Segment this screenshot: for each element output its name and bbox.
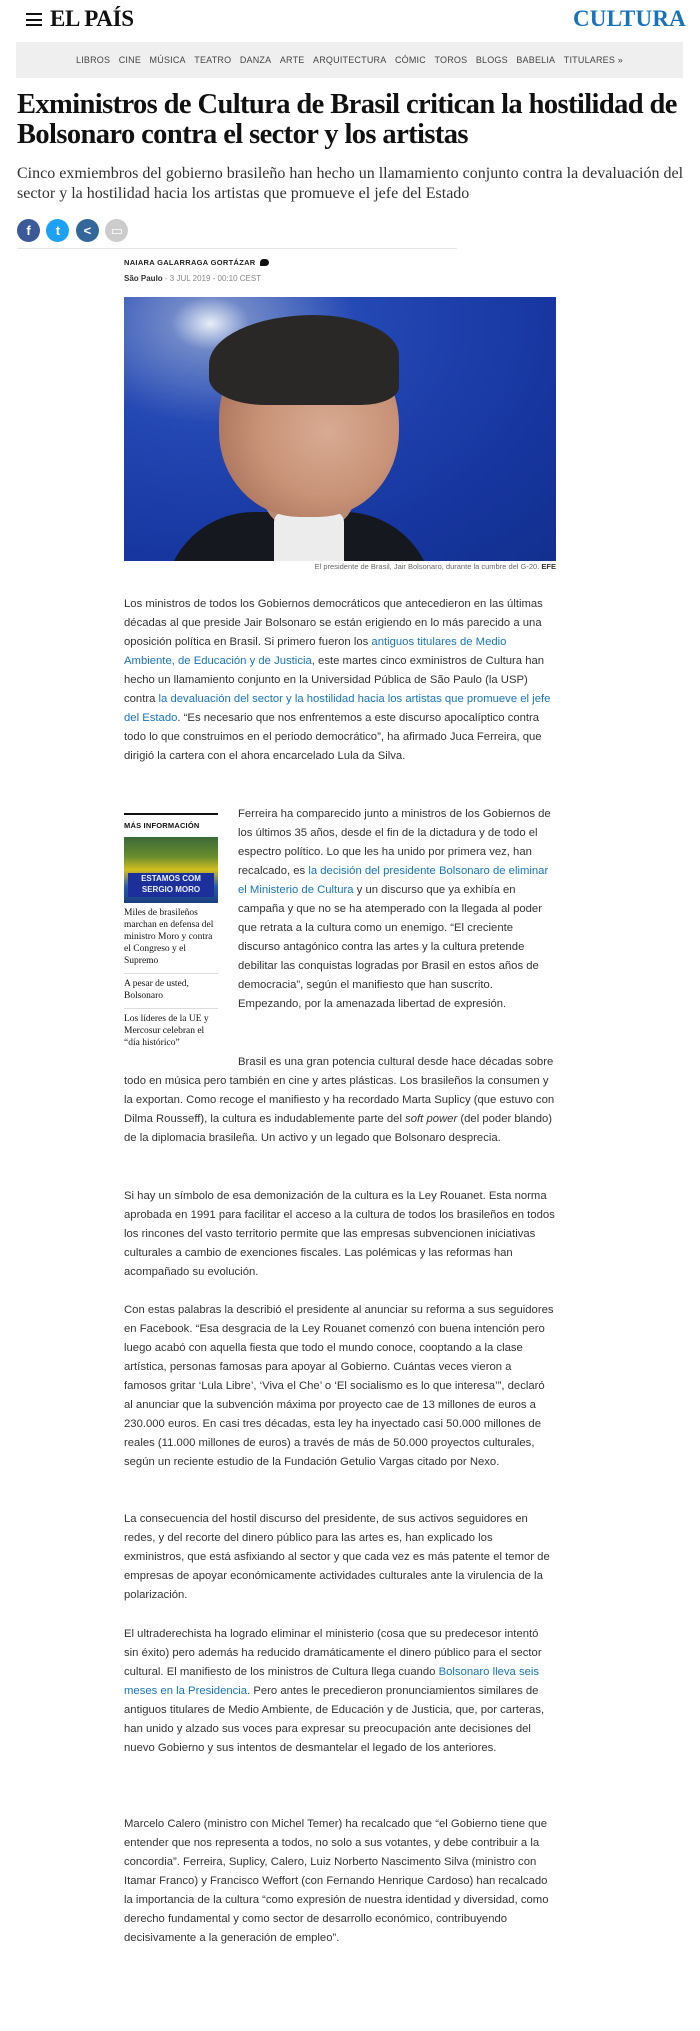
main-photo[interactable] [124, 297, 556, 561]
subnav-item-blogs[interactable]: BLOGS [475, 55, 508, 65]
related-title: MÁS INFORMACIÓN [124, 813, 218, 830]
dateline [124, 274, 261, 283]
article-subhead: Cinco exmiembros del gobierno brasileño han hecho un llamamiento conjunto contra la devaluación del sector y la hostilidad hacia los artistas que promueve el jefe del Estado [17, 165, 684, 202]
section-title[interactable]: CULTURA [572, 6, 686, 31]
photo-credit: EFE [541, 562, 556, 571]
link-seis-meses[interactable]: Bolsonaro lleva seis meses en la Presidencia [124, 1666, 540, 1697]
caption-text: El presidente de Brasil, Jair Bolsonaro, durante la cumbre del G-20. [314, 562, 540, 571]
subnav-item-libros[interactable]: LIBROS [75, 55, 111, 65]
author-byline [124, 258, 269, 267]
related-item[interactable]: A pesar de usted, Bolsonaro [124, 974, 218, 1009]
twitter-share-icon[interactable]: t [46, 219, 69, 242]
section-subnav [16, 42, 683, 78]
related-box [124, 813, 218, 1055]
facebook-share-icon[interactable]: f [17, 219, 40, 242]
publish-date: - 3 JUL 2019 - 00:10 CEST [162, 274, 262, 283]
paragraph-1: Los ministros de todos los Gobiernos democráticos que antecedieron en las últimas décadas al que preside Jair Bolsonaro se están erigiendo en lo más parecido a una oposición política en Brasil. Si primero fueron los antiguos titulares de Medio Ambiente, de Educación y de Justicia, este martes cinco exministros de Cultura han hecho un llamamiento conjunto en la Universidad Pública de São Paulo (la USP) contra la devaluación del sector y la hostilidad hacia los artistas que promueve el jefe del Estado. “Es necesario que nos enfrentemos a este discurso apocalíptico contra todo lo que construimos en el periodo democrático”, ha afirmado Juca Ferreira, que dirigió la cartera con el ahora encarcelado Lula da Silva. [124, 598, 551, 762]
subnav-item-teatro[interactable]: TEATRO [194, 55, 232, 65]
paragraph-5: Con estas palabras la describió el presidente al anunciar su reforma a sus seguidores en Facebook. “Esa desgracia de la Ley Rouanet comenzó con buena intención pero luego acabó con aquella fiesta que todo el mundo conoce, cooptando a la clase artística, personas famosas para apoyar al Gobierno. Cuántas veces vieron a famosos gritar ‘Lula Libre’, ‘Viva el Che’ o ‘El socialismo es lo que interesa’”, declaró al anunciar que la subvención máxima por proyecto cae de 13 millones de euros a 230.000 euros. En casi tres décadas, esta ley ha inyectado casi 50.000 millones de reales (11.000 millones de euros) a través de más de 50.000 proyectos culturales, según un reciente estudio de la Fundación Getulio Vargas citado por Nexo. [124, 1304, 554, 1468]
link-eliminar-ministerio[interactable]: la decisión del presidente Bolsonaro de eliminar el Ministerio de Cultura [238, 865, 549, 896]
paragraph-6: La consecuencia del hostil discurso del presidente, de sus activos seguidores en redes, y del recorte del dinero público para las artes es, han explicado los exministros, que está asfixiando al sector y que cada vez es más patente el temor de empresas de apoyar económicamente actividades culturales ante la virulencia de la polarización. [124, 1513, 550, 1601]
related-image-banner: ESTAMOS COM SERGIO MORO [128, 873, 214, 897]
related-item[interactable]: Miles de brasileños marchan en defensa del ministro Moro y contra el Congreso y el Supremo [124, 903, 218, 974]
twitter-icon[interactable] [260, 259, 269, 266]
location: São Paulo [124, 274, 163, 283]
link-antiguos-titulares[interactable]: antiguos titulares de Medio Ambiente, de Educación y de Justicia [124, 636, 507, 667]
related-image[interactable] [124, 837, 218, 903]
paragraph-2: Ferreira ha comparecido junto a ministros de los Gobiernos de los últimos 35 años, desde el fin de la dictadura y de todo el espectro político. Lo que les ha unido por primera vez, han recalcado, es la decisión del presidente Bolsonaro de eliminar el Ministerio de Cultura y un discurso que ya exhibía en campaña y que no se ha atemperado con la llegada al poder que retrata a la cultura como un enemigo. “El creciente discurso antagónico contra las artes y la cultura pretende debilitar las conquistas logradas por Brasil en estos años de democracia”, según el manifiesto que han suscrito. Empezando, por la amenazada libertad de expresión. [238, 808, 551, 1010]
subnav-item-musica[interactable]: MÚSICA [149, 55, 186, 65]
photo-caption [124, 562, 556, 571]
subnav-item-danza[interactable]: DANZA [239, 55, 272, 65]
paragraph-7: El ultraderechista ha logrado eliminar el ministerio (cosa que su predecesor intentó sin éxito) pero además ha reducido dramáticamente el dinero público para el sector cultural. El manifiesto de los ministros de Cultura llega cuando Bolsonaro lleva seis meses en la Presidencia. Pero antes le precedieron pronunciamientos similares de antiguos titulares de Medio Ambiente, de Educación y de Justicia, que, por carteras, han unido y alzado sus voces para expresar su preocupación ante decisiones del nuevo Gobierno y sus intentos de desmantelar el legado de los anteriores. [124, 1628, 545, 1754]
top-bar [0, 0, 700, 40]
paragraph-3: Brasil es una gran potencia cultural desde hace décadas sobre todo en música pero también en cine y artes plásticas. Los brasileños la consumen y la exportan. Como recoge el manifiesto y ha recordado Marta Suplicy (que estuvo con Dilma Rousseff), la cultura es indudablemente parte del soft power (del poder blando) de la diplomacia brasileña. Un activo y un legado que Bolsonaro desprecia. [124, 1056, 555, 1144]
subnav-item-arquitectura[interactable]: ARQUITECTURA [313, 55, 387, 65]
share-icon[interactable]: < [76, 219, 99, 242]
subnav-item-arte[interactable]: ARTE [279, 55, 305, 65]
related-item[interactable]: Los líderes de la UE y Mercosur celebran el “día histórico” [124, 1014, 209, 1048]
subnav-item-toros[interactable]: TOROS [434, 55, 468, 65]
hamburger-menu-icon[interactable] [26, 13, 42, 26]
paragraph-4: Si hay un símbolo de esa demonización de la cultura es la Ley Rouanet. Esta norma aprobada en 1991 para facilitar el acceso a la cultura de todos los brasileños en todos los rincones del vasto territorio permite que las empresas subvencionen iniciativas culturales a cambio de exenciones fiscales. Las polémicas y las reformas han acompañado su evolución. [124, 1190, 555, 1278]
subnav-item-comic[interactable]: CÓMIC [394, 55, 426, 65]
el-pais-logo[interactable]: EL PAÍS [50, 6, 134, 31]
subnav-item-babelia[interactable]: BABELIA [516, 55, 556, 65]
share-bar [17, 219, 130, 243]
divider [17, 248, 457, 249]
subnav-item-cine[interactable]: CINE [118, 55, 142, 65]
subnav-item-titulares[interactable]: TITULARES » [563, 55, 623, 65]
author-name[interactable]: NAIARA GALARRAGA GORTÁZAR [124, 258, 256, 267]
comment-icon[interactable]: ▭ [105, 219, 128, 242]
paragraph-8: Marcelo Calero (ministro con Michel Temer) ha recalcado que “el Gobierno tiene que entender que nos representa a todos, no solo a sus votantes, y debe contribuir a la concordia”. Ferreira, Suplicy, Calero, Luiz Norberto Nascimento Silva (ministro con Itamar Franco) y Francisco Weffort (con Fernando Henrique Cardoso) han recalcado la importancia de la cultura “como expresión de nuestra identidad y diversidad, como derecho fundamental y como sector de desarrollo económico, contribuyendo decisivamente a la generación de empleo”. [124, 1818, 549, 1944]
article-headline: Exministros de Cultura de Brasil critican la hostilidad de Bolsonaro contra el sector y los artistas [17, 89, 677, 150]
link-devaluacion-sector[interactable]: la devaluación del sector y la hostilidad hacia los artistas que promueve el jefe del Estado [124, 693, 551, 724]
